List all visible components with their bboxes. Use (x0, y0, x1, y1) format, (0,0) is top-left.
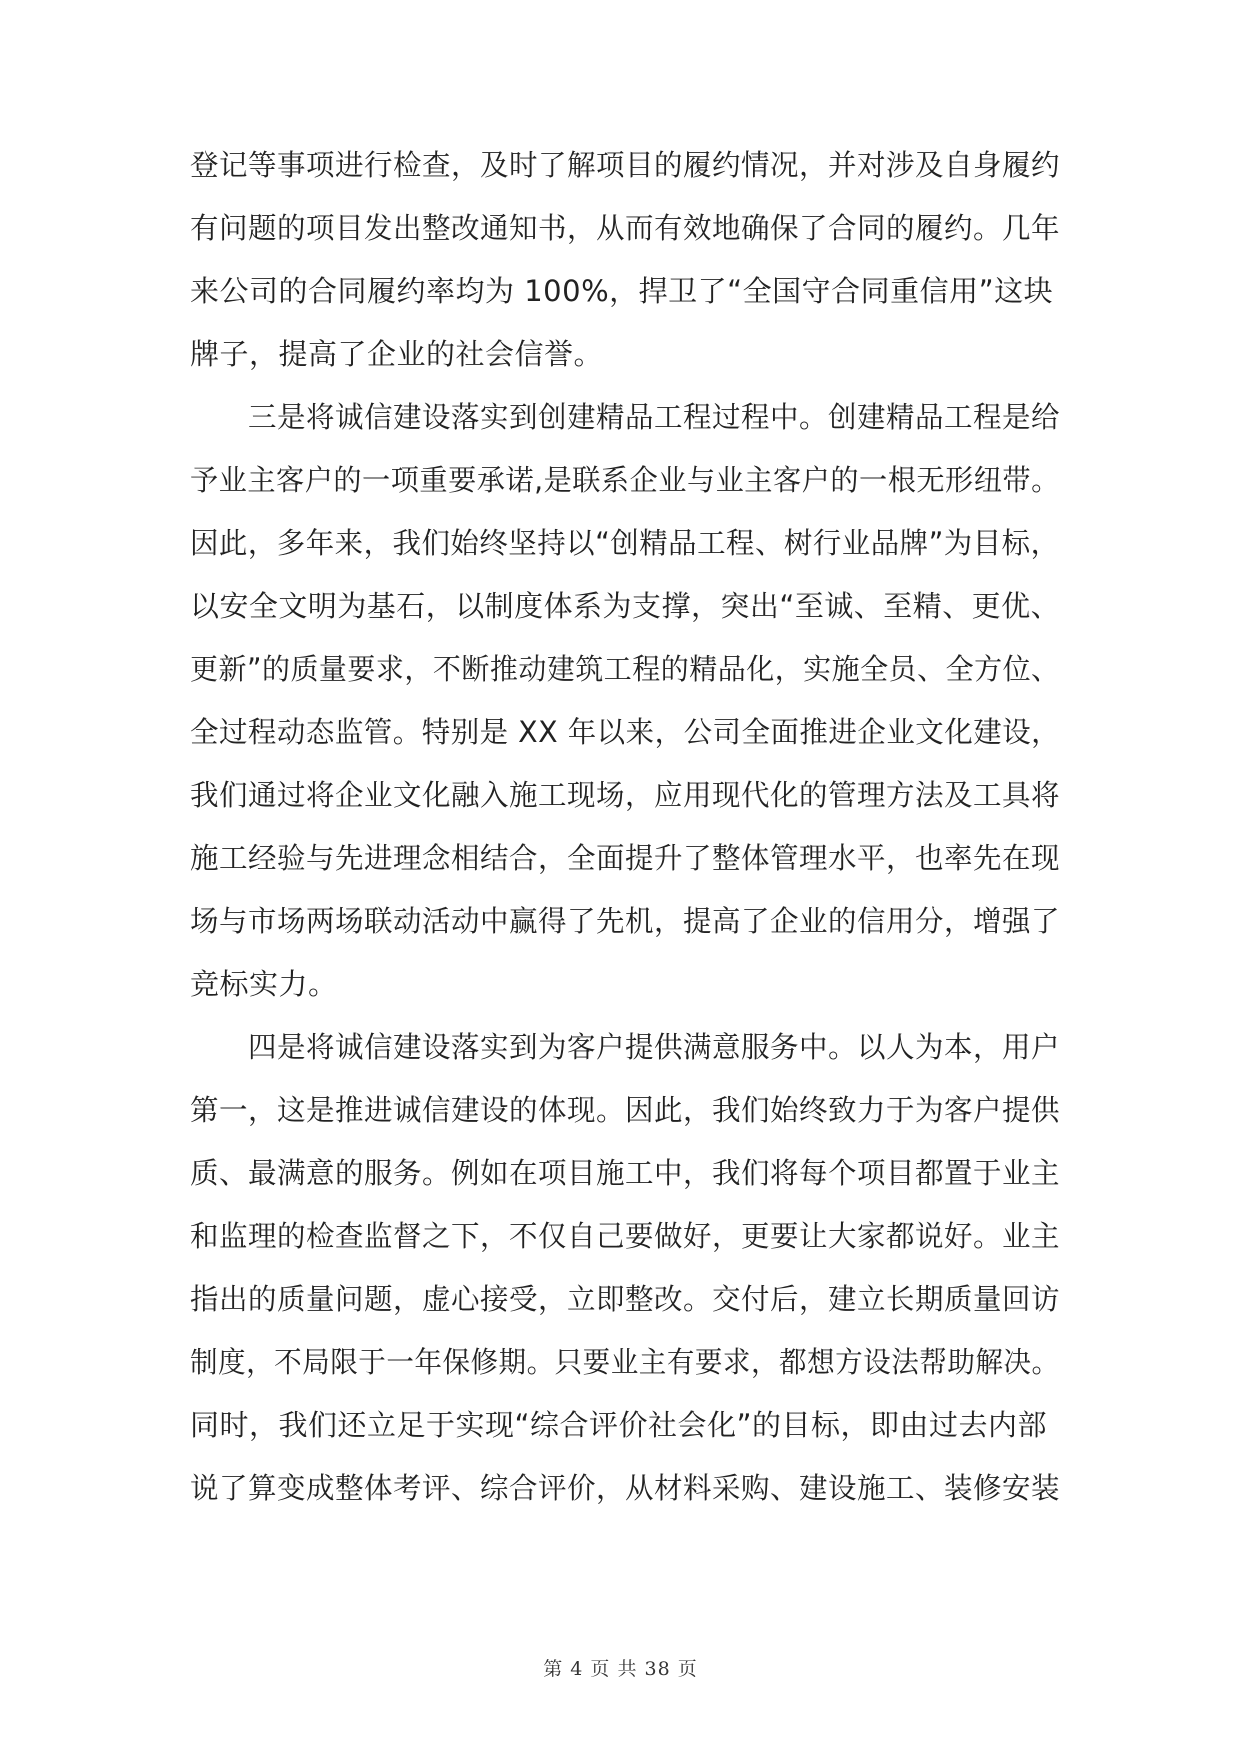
page-number-footer: 第 4 页 共 38 页 (543, 1658, 698, 1680)
text-line: 同时，我们还立足于实现“综合评价社会化”的目标，即由过去内部 (190, 1408, 1048, 1442)
text-line: 制度，不局限于一年保修期。只要业主有要求，都想方设法帮助解决。 (190, 1345, 1060, 1379)
text-line: 予业主客户的一项重要承诺,是联系企业与业主客户的一根无形纽带。 (190, 463, 1060, 497)
text-line: 竞标实力。 (190, 967, 338, 1001)
text-line: 以安全文明为基石，以制度体系为支撑，突出“至诚、至精、更优、 (190, 589, 1061, 623)
paragraph-start-line: 四是将诚信建设落实到为客户提供满意服务中。以人为本，用户 (248, 1030, 1061, 1064)
text-line: 我们通过将企业文化融入施工现场，应用现代化的管理方法及工具将 (190, 778, 1061, 812)
text-line: 有问题的项目发出整改通知书，从而有效地确保了合同的履约。几年 (190, 211, 1061, 245)
text-line: 来公司的合同履约率均为 100%，捍卫了“全国守合同重信用”这块 (190, 274, 1054, 308)
text-line: 更新”的质量要求，不断推动建筑工程的精品化，实施全员、全方位、 (190, 652, 1060, 686)
text-line: 施工经验与先进理念相结合，全面提升了整体管理水平，也率先在现 (190, 841, 1061, 875)
paragraph-start-line: 三是将诚信建设落实到创建精品工程过程中。创建精品工程是给 (248, 400, 1061, 434)
text-line: 场与市场两场联动活动中赢得了先机，提高了企业的信用分，增强了 (190, 904, 1061, 938)
text-line: 登记等事项进行检查，及时了解项目的履约情况，并对涉及自身履约 (190, 148, 1061, 182)
text-line: 质、最满意的服务。例如在项目施工中，我们将每个项目都置于业主 (190, 1156, 1061, 1190)
text-line: 指出的质量问题，虚心接受，立即整改。交付后，建立长期质量回访 (190, 1282, 1061, 1316)
text-line: 说了算变成整体考评、综合评价，从材料采购、建设施工、装修安装 (190, 1471, 1061, 1505)
text-line: 第一，这是推进诚信建设的体现。因此，我们始终致力于为客户提供 (190, 1093, 1061, 1127)
text-line: 因此，多年来，我们始终坚持以“创精品工程、树行业品牌”为目标， (190, 526, 1060, 560)
text-line: 全过程动态监管。特别是 XX 年以来，公司全面推进企业文化建设， (190, 715, 1061, 749)
text-line: 和监理的检查监督之下，不仅自己要做好，更要让大家都说好。业主 (190, 1219, 1061, 1253)
text-line: 牌子，提高了企业的社会信誉。 (190, 337, 604, 371)
